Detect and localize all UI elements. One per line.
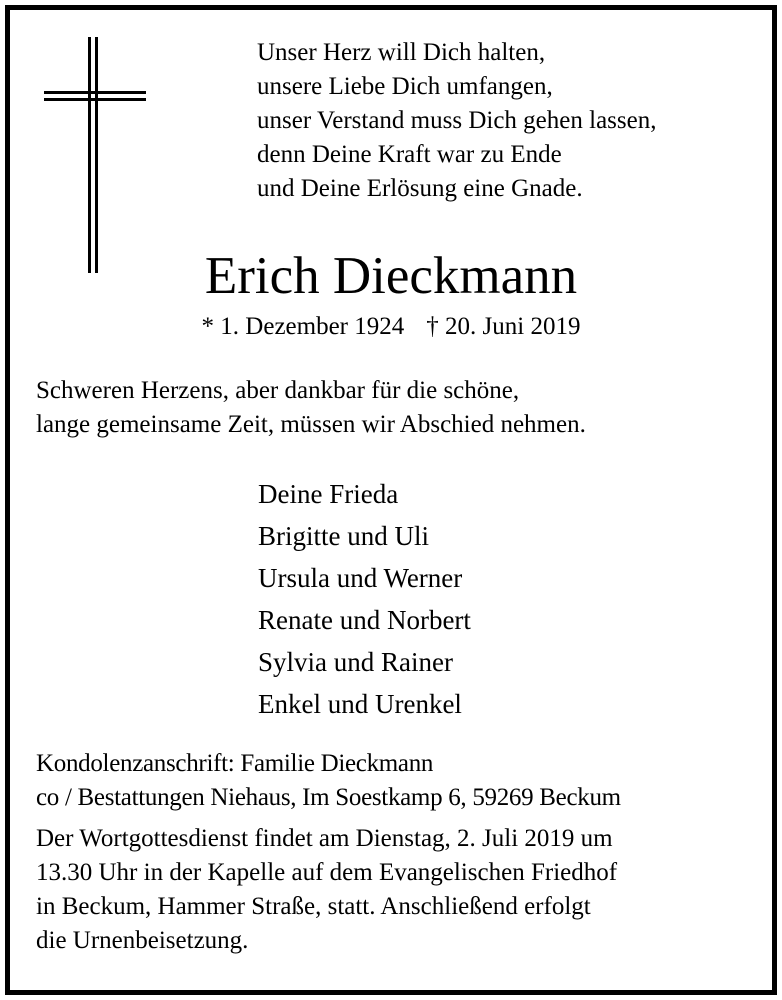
death-date: † 20. Juni 2019 bbox=[426, 313, 581, 340]
farewell-line: Schweren Herzens, aber dankbar für die schöne, bbox=[36, 377, 520, 404]
cross-icon bbox=[44, 37, 146, 273]
address-line: co / Bestattungen Niehaus, Im Soestkamp 6, 59269 Beckum bbox=[36, 784, 621, 811]
birth-date: * 1. Dezember 1924 bbox=[201, 313, 405, 340]
mourner-entry: Sylvia und Rainer bbox=[258, 647, 453, 677]
condolence-address bbox=[36, 747, 621, 815]
poem-line: unsere Liebe Dich umfangen, bbox=[257, 73, 553, 100]
farewell-line: lange gemeinsame Zeit, müssen wir Abschied nehmen. bbox=[36, 411, 586, 438]
life-dates bbox=[0, 310, 782, 344]
poem-line: unser Verstand muss Dich gehen lassen, bbox=[257, 107, 657, 134]
service-line: Der Wortgottesdienst findet am Dienstag, 2. Juli 2019 um bbox=[36, 825, 613, 852]
deceased-name: Erich Dieckmann bbox=[204, 247, 578, 305]
mourner-entry: Deine Frieda bbox=[258, 479, 399, 509]
service-line: in Beckum, Hammer Straße, statt. Anschließend erfolgt bbox=[36, 893, 591, 920]
mourner-entry: Renate und Norbert bbox=[258, 605, 471, 635]
service-line: 13.30 Uhr in der Kapelle auf dem Evangelischen Friedhof bbox=[36, 859, 618, 886]
mourner-entry: Ursula und Werner bbox=[258, 563, 463, 593]
farewell-text bbox=[36, 374, 586, 442]
service-notice bbox=[36, 822, 617, 958]
mourners-list bbox=[258, 473, 471, 725]
poem bbox=[257, 36, 656, 206]
mourner-entry: Brigitte und Uli bbox=[258, 521, 429, 551]
service-line: die Urnenbeisetzung. bbox=[36, 927, 249, 954]
poem-line: Unser Herz will Dich halten, bbox=[257, 39, 546, 66]
mourner-entry: Enkel und Urenkel bbox=[258, 689, 462, 719]
poem-line: und Deine Erlösung eine Gnade. bbox=[257, 175, 583, 202]
address-line: Kondolenzanschrift: Familie Dieckmann bbox=[36, 750, 434, 777]
poem-line: denn Deine Kraft war zu Ende bbox=[257, 141, 562, 168]
